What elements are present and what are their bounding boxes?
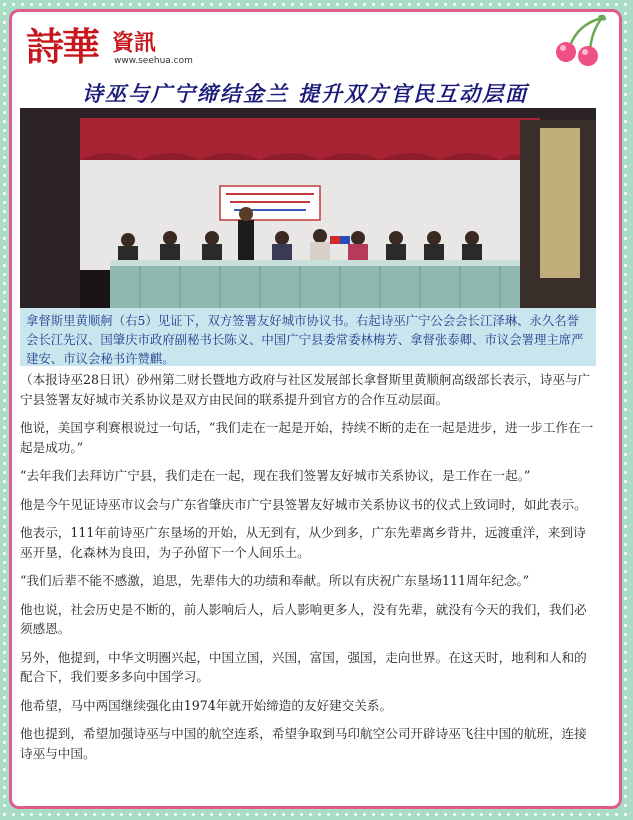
article-paragraph: 他也提到，希望加强诗巫与中国的航空连系，希望争取到马印航空公司开辟诗巫飞往中国的航班，连接诗巫与中国。 — [20, 726, 587, 761]
article-paragraph: “我们后辈不能不感激，追思，先辈伟大的功绩和奉献。所以有庆祝广东垦场111周年纪念。” — [20, 573, 530, 588]
article-body — [20, 370, 598, 772]
article-paragraph: （本报诗巫28日讯）砂州第二财长暨地方政府与社区发展部长拿督斯里黄顺舸高级部长表示，诗巫与广宁县签署友好城市关系协议是双方由民间的联系提升到官方的合作互动层面。 — [20, 372, 591, 407]
signing-ceremony-photo — [20, 108, 596, 316]
article-paragraph: 他是今午见证诗巫市议会与广东省肇庆市广宁县签署友好城市关系协议书的仪式上致词时，如此表示。 — [20, 496, 587, 512]
headline: 诗巫与广宁缔结金兰 提升双方官民互动层面 — [81, 81, 529, 106]
logo-main: 詩華 — [26, 24, 99, 69]
article-paragraph: 他也说，社会历史是不断的，前人影响后人，后人影响更多人，没有先辈，就没有今天的我们，我们必须感恩。 — [20, 601, 587, 636]
logo-url: www.seehua.com — [114, 56, 193, 66]
logo-sub: 資訊 — [112, 31, 157, 56]
article-paragraph: 他说，美国亨利赛根说过一句话，“我们走在一起是开始，持续不断的走在一起是进步，进一步工作在一起是成功。” — [20, 420, 594, 455]
cherry-icon — [548, 10, 608, 70]
article-paragraph: “去年我们去拜访广宁县，我们走在一起，现在我们签署友好城市关系协议，是工作在一起。” — [20, 468, 531, 483]
masthead-logo — [26, 12, 226, 74]
article-paragraph: 另外，他提到，中华文明圈兴起，中国立国，兴国，富国，强国，走向世界。在这天时，地利和人和的配合下，我们要多多向中国学习。 — [20, 649, 587, 684]
article-paragraph: 他希望，马中两国继续强化由1974年就开始缔造的友好建交关系。 — [20, 697, 393, 713]
article-paragraph: 他表示，111年前诗巫广东垦场的开始，从无到有，从少到多，广东先辈离乡背井，远渡重洋，来到诗巫开垦，化森林为良田，为子孙留下一个人间乐土。 — [20, 525, 586, 560]
photo-caption: 拿督斯里黄顺舸（右5）见证下，双方签署友好城市协议书。右起诗巫广宁公会会长江泽琳、永久名誉会长江先汉、国肇庆市政府副秘书长陈义、中国广宁县委常委林梅芳、拿督张泰卿、市议会署理主席严建安、市议会秘书许赞麒。 — [20, 308, 596, 366]
